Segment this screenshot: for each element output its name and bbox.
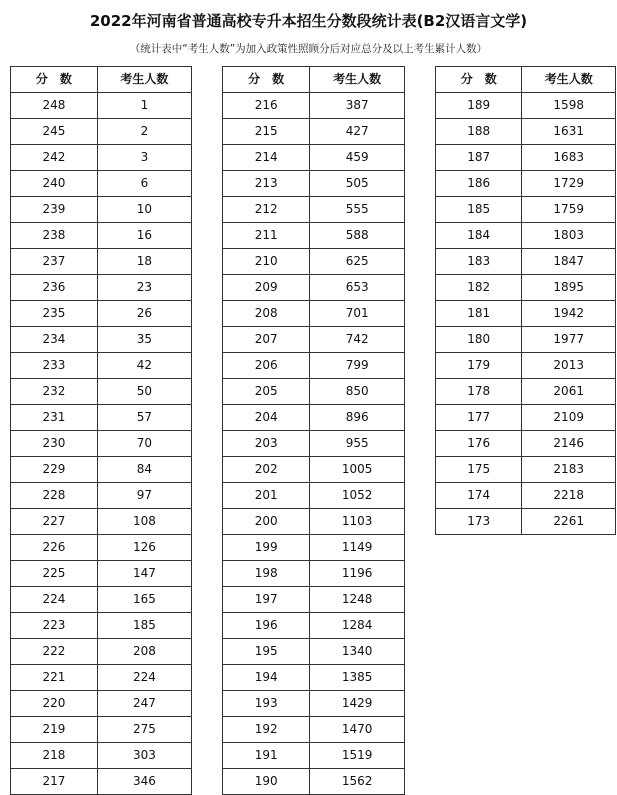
table-row: [11, 639, 192, 665]
count-cell: 208: [97, 639, 191, 665]
table-row: [11, 405, 192, 431]
score-cell: 187: [436, 145, 522, 171]
count-cell: 2061: [522, 379, 616, 405]
table-row: [436, 249, 616, 275]
table-row: [223, 561, 405, 587]
table-row: [223, 405, 405, 431]
count-cell: 23: [97, 275, 191, 301]
table-row: [11, 509, 192, 535]
score-cell: 192: [223, 717, 310, 743]
count-cell: 18: [97, 249, 191, 275]
count-cell: 1895: [522, 275, 616, 301]
score-cell: 180: [436, 327, 522, 353]
header-row: [11, 67, 192, 93]
table-row: [223, 613, 405, 639]
score-table-1: [10, 66, 192, 795]
score-cell: 225: [11, 561, 98, 587]
table-row: [11, 535, 192, 561]
score-cell: 234: [11, 327, 98, 353]
table-row: [11, 587, 192, 613]
count-cell: 1149: [310, 535, 405, 561]
table-row: [436, 145, 616, 171]
count-cell: 1519: [310, 743, 405, 769]
count-cell: 84: [97, 457, 191, 483]
count-cell: 275: [97, 717, 191, 743]
score-cell: 184: [436, 223, 522, 249]
count-cell: 1385: [310, 665, 405, 691]
table-row: [223, 197, 405, 223]
score-cell: 183: [436, 249, 522, 275]
table-row: [436, 223, 616, 249]
count-cell: 1803: [522, 223, 616, 249]
table-row: [436, 301, 616, 327]
table-row: [436, 171, 616, 197]
score-cell: 221: [11, 665, 98, 691]
score-cell: 235: [11, 301, 98, 327]
score-cell: 219: [11, 717, 98, 743]
table-row: [11, 613, 192, 639]
score-cell: 185: [436, 197, 522, 223]
count-cell: 16: [97, 223, 191, 249]
score-cell: 196: [223, 613, 310, 639]
count-cell: 1340: [310, 639, 405, 665]
table-row: [223, 249, 405, 275]
table-row: [223, 639, 405, 665]
table-row: [11, 379, 192, 405]
page-title: 2022年河南省普通高校专升本招生分数段统计表(B2汉语言文学): [89, 12, 528, 30]
count-cell: 555: [310, 197, 405, 223]
score-cell: 198: [223, 561, 310, 587]
table-row: [223, 223, 405, 249]
count-cell: 1103: [310, 509, 405, 535]
count-cell: 1284: [310, 613, 405, 639]
table-row: [436, 457, 616, 483]
table-row: [436, 379, 616, 405]
count-cell: 1: [97, 93, 191, 119]
table-row: [11, 691, 192, 717]
score-cell: 248: [11, 93, 98, 119]
count-cell: 799: [310, 353, 405, 379]
count-cell: 1429: [310, 691, 405, 717]
score-cell: 191: [223, 743, 310, 769]
score-cell: 216: [223, 93, 310, 119]
table-row: [11, 171, 192, 197]
score-cell: 238: [11, 223, 98, 249]
score-cell: 227: [11, 509, 98, 535]
table-row: [223, 275, 405, 301]
table-row: [436, 93, 616, 119]
score-cell: 176: [436, 431, 522, 457]
score-cell: 181: [436, 301, 522, 327]
count-cell: 1005: [310, 457, 405, 483]
score-cell: 214: [223, 145, 310, 171]
score-cell: 197: [223, 587, 310, 613]
count-cell: 701: [310, 301, 405, 327]
count-cell: 955: [310, 431, 405, 457]
count-cell: 505: [310, 171, 405, 197]
count-cell: 50: [97, 379, 191, 405]
count-cell: 57: [97, 405, 191, 431]
count-cell: 625: [310, 249, 405, 275]
table-row: [436, 405, 616, 431]
score-cell: 186: [436, 171, 522, 197]
score-cell: 205: [223, 379, 310, 405]
count-cell: 1729: [522, 171, 616, 197]
count-cell: 165: [97, 587, 191, 613]
score-cell: 189: [436, 93, 522, 119]
score-cell: 228: [11, 483, 98, 509]
table-row: [223, 483, 405, 509]
score-cell: 179: [436, 353, 522, 379]
count-cell: 742: [310, 327, 405, 353]
score-cell: 207: [223, 327, 310, 353]
score-cell: 230: [11, 431, 98, 457]
count-cell: 147: [97, 561, 191, 587]
score-cell: 245: [11, 119, 98, 145]
count-cell: 35: [97, 327, 191, 353]
table-row: [223, 587, 405, 613]
score-cell: 213: [223, 171, 310, 197]
count-cell: 850: [310, 379, 405, 405]
count-cell: 26: [97, 301, 191, 327]
table-row: [11, 197, 192, 223]
score-cell: 233: [11, 353, 98, 379]
score-cell: 174: [436, 483, 522, 509]
table-row: [11, 275, 192, 301]
count-cell: 2183: [522, 457, 616, 483]
count-cell: 653: [310, 275, 405, 301]
table-row: [436, 119, 616, 145]
score-cell: 242: [11, 145, 98, 171]
table-row: [223, 535, 405, 561]
score-cell: 188: [436, 119, 522, 145]
table-row: [223, 431, 405, 457]
score-cell: 222: [11, 639, 98, 665]
score-cell: 231: [11, 405, 98, 431]
header-score: 分 数: [11, 67, 98, 93]
score-cell: 229: [11, 457, 98, 483]
table-row: [11, 717, 192, 743]
header-row: [436, 67, 616, 93]
score-cell: 193: [223, 691, 310, 717]
count-cell: 108: [97, 509, 191, 535]
table-row: [11, 665, 192, 691]
table-row: [11, 249, 192, 275]
count-cell: 303: [97, 743, 191, 769]
header-count: 考生人数: [97, 67, 191, 93]
score-cell: 203: [223, 431, 310, 457]
table-row: [11, 301, 192, 327]
table-row: [11, 431, 192, 457]
count-cell: 2109: [522, 405, 616, 431]
score-cell: 240: [11, 171, 98, 197]
count-cell: 2146: [522, 431, 616, 457]
table-row: [436, 509, 616, 535]
score-cell: 237: [11, 249, 98, 275]
score-cell: 220: [11, 691, 98, 717]
score-cell: 182: [436, 275, 522, 301]
table-row: [11, 145, 192, 171]
score-cell: 178: [436, 379, 522, 405]
score-cell: 199: [223, 535, 310, 561]
score-cell: 173: [436, 509, 522, 535]
score-cell: 211: [223, 223, 310, 249]
count-cell: 1470: [310, 717, 405, 743]
count-cell: 1977: [522, 327, 616, 353]
count-cell: 6: [97, 171, 191, 197]
count-cell: 70: [97, 431, 191, 457]
count-cell: 42: [97, 353, 191, 379]
table-row: [11, 327, 192, 353]
table-row: [223, 379, 405, 405]
score-cell: 212: [223, 197, 310, 223]
table-row: [11, 93, 192, 119]
score-cell: 236: [11, 275, 98, 301]
table-row: [223, 327, 405, 353]
score-cell: 223: [11, 613, 98, 639]
page-subtitle: （统计表中“考生人数”为加入政策性照顾分后对应总分及以上考生累计人数）: [129, 43, 488, 55]
table-row: [436, 327, 616, 353]
count-cell: 896: [310, 405, 405, 431]
count-cell: 2218: [522, 483, 616, 509]
count-cell: 1759: [522, 197, 616, 223]
table-row: [11, 743, 192, 769]
score-cell: 215: [223, 119, 310, 145]
score-cell: 175: [436, 457, 522, 483]
count-cell: 2261: [522, 509, 616, 535]
count-cell: 1942: [522, 301, 616, 327]
score-cell: 239: [11, 197, 98, 223]
header-count: 考生人数: [310, 67, 405, 93]
score-cell: 201: [223, 483, 310, 509]
score-cell: 195: [223, 639, 310, 665]
table-row: [223, 665, 405, 691]
header-score: 分 数: [223, 67, 310, 93]
score-cell: 224: [11, 587, 98, 613]
count-cell: 1248: [310, 587, 405, 613]
table-row: [223, 509, 405, 535]
count-cell: 588: [310, 223, 405, 249]
count-cell: 1562: [310, 769, 405, 795]
score-cell: 206: [223, 353, 310, 379]
score-cell: 204: [223, 405, 310, 431]
score-cell: 218: [11, 743, 98, 769]
score-cell: 200: [223, 509, 310, 535]
count-cell: 1598: [522, 93, 616, 119]
count-cell: 10: [97, 197, 191, 223]
count-cell: 1683: [522, 145, 616, 171]
table-row: [11, 483, 192, 509]
header-score: 分 数: [436, 67, 522, 93]
score-cell: 194: [223, 665, 310, 691]
count-cell: 427: [310, 119, 405, 145]
count-cell: 2013: [522, 353, 616, 379]
score-cell: 210: [223, 249, 310, 275]
table-row: [223, 717, 405, 743]
table-row: [223, 691, 405, 717]
count-cell: 247: [97, 691, 191, 717]
table-row: [436, 431, 616, 457]
count-cell: 346: [97, 769, 191, 795]
table-row: [223, 171, 405, 197]
count-cell: 1631: [522, 119, 616, 145]
header-row: [223, 67, 405, 93]
table-row: [436, 483, 616, 509]
table-row: [223, 457, 405, 483]
count-cell: 185: [97, 613, 191, 639]
table-row: [223, 145, 405, 171]
score-cell: 217: [11, 769, 98, 795]
table-row: [436, 197, 616, 223]
table-row: [11, 223, 192, 249]
count-cell: 97: [97, 483, 191, 509]
count-cell: 1847: [522, 249, 616, 275]
table-row: [223, 743, 405, 769]
count-cell: 459: [310, 145, 405, 171]
score-cell: 232: [11, 379, 98, 405]
table-row: [11, 457, 192, 483]
count-cell: 224: [97, 665, 191, 691]
count-cell: 126: [97, 535, 191, 561]
table-row: [223, 93, 405, 119]
table-row: [436, 353, 616, 379]
count-cell: 2: [97, 119, 191, 145]
score-cell: 202: [223, 457, 310, 483]
score-cell: 177: [436, 405, 522, 431]
table-row: [11, 353, 192, 379]
table-row: [436, 275, 616, 301]
score-cell: 209: [223, 275, 310, 301]
score-cell: 208: [223, 301, 310, 327]
score-cell: 190: [223, 769, 310, 795]
count-cell: 1052: [310, 483, 405, 509]
table-row: [11, 119, 192, 145]
score-table-3: [435, 66, 616, 535]
count-cell: 3: [97, 145, 191, 171]
count-cell: 1196: [310, 561, 405, 587]
score-table-2: [222, 66, 405, 795]
count-cell: 387: [310, 93, 405, 119]
table-row: [223, 353, 405, 379]
table-row: [11, 561, 192, 587]
table-row: [223, 301, 405, 327]
score-cell: 226: [11, 535, 98, 561]
table-row: [223, 119, 405, 145]
header-count: 考生人数: [522, 67, 616, 93]
